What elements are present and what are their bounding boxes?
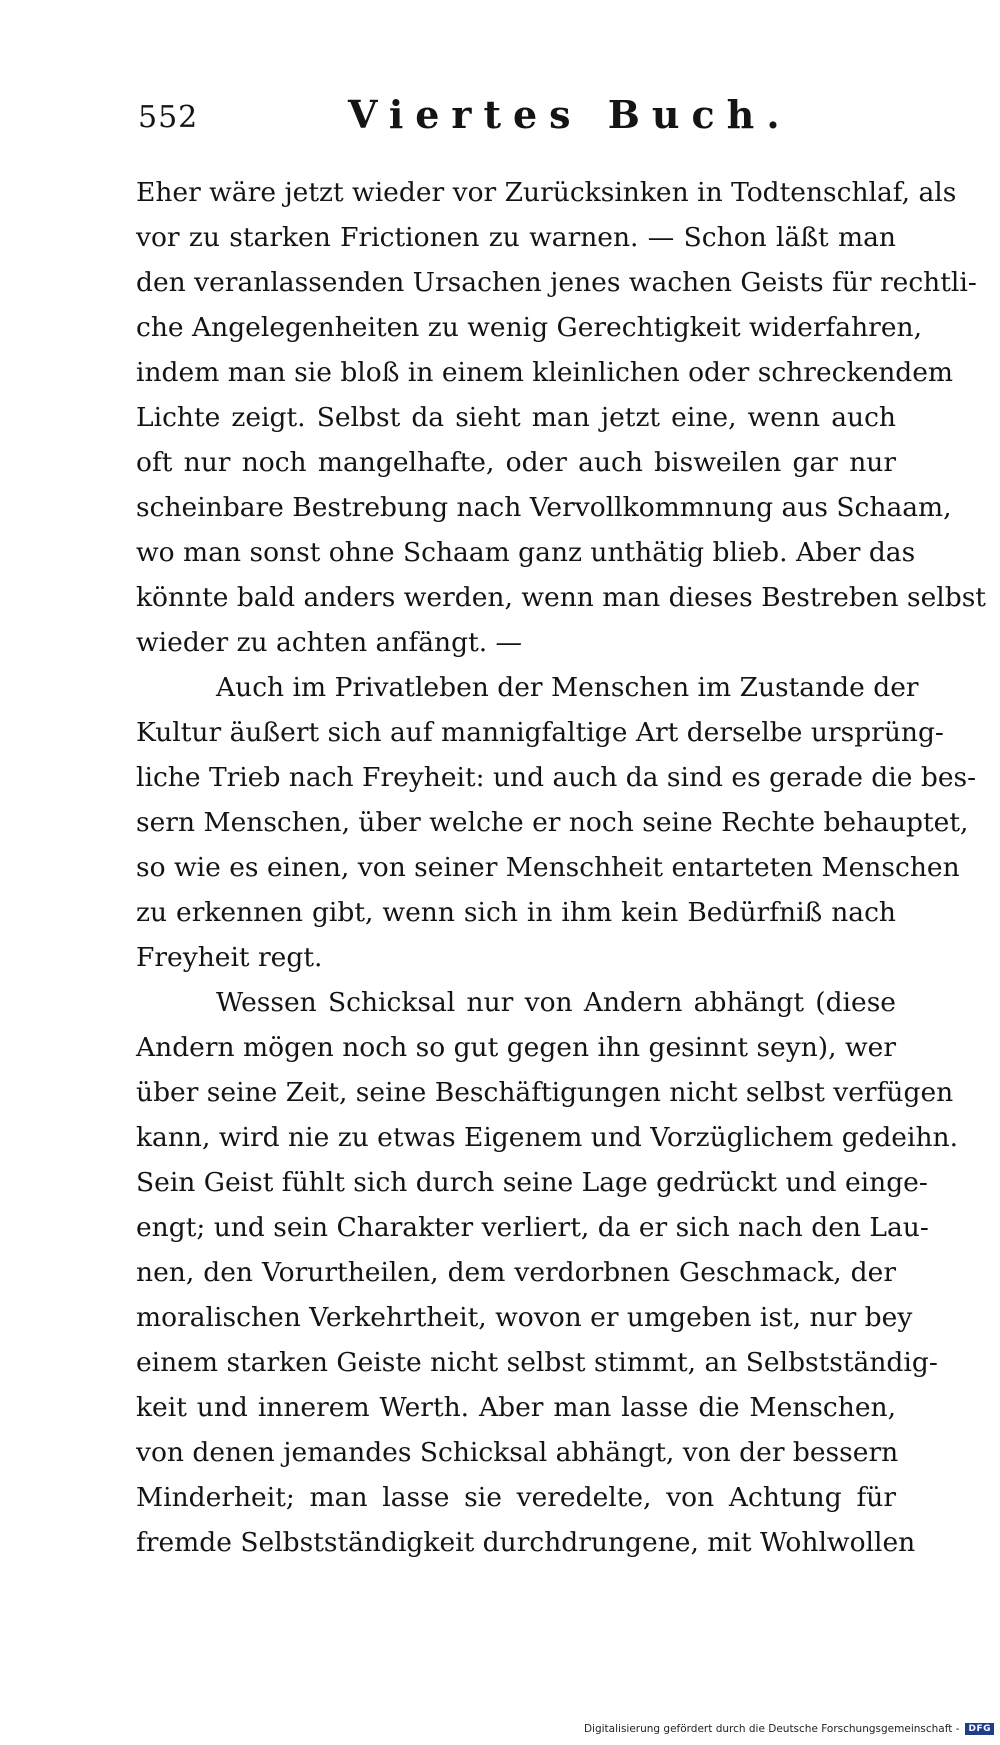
- text-line: über seine Zeit, seine Beschäftigungen nicht selbst verfügen: [136, 1077, 954, 1108]
- text-line: Andern mögen noch so gut gegen ihn gesinnt seyn), wer: [136, 1032, 896, 1063]
- text-line: scheinbare Bestrebung nach Vervollkommnung aus Schaam,: [136, 492, 952, 523]
- text-line: Sein Geist fühlt sich durch seine Lage gedrückt und einge-: [136, 1167, 928, 1198]
- text-line: Lichte zeigt. Selbst da sieht man jetzt eine, wenn auch: [136, 402, 896, 433]
- text-line: Freyheit regt.: [136, 942, 323, 973]
- page-number: 552: [138, 100, 199, 135]
- text-line: wieder zu achten anfängt. —: [136, 627, 523, 658]
- text-line: Kultur äußert sich auf mannigfaltige Art derselbe ursprüng-: [136, 717, 944, 748]
- text-line: einem starken Geiste nicht selbst stimmt, an Selbstständig-: [136, 1347, 938, 1378]
- paragraph-start-line: Auch im Privatleben der Menschen im Zustande der: [216, 672, 919, 703]
- text-line: oft nur noch mangelhafte, oder auch bisweilen gar nur: [136, 447, 896, 478]
- dfg-logo: DFG: [965, 1723, 994, 1735]
- text-line: keit und innerem Werth. Aber man lasse die Menschen,: [136, 1392, 896, 1423]
- text-line: che Angelegenheiten zu wenig Gerechtigkeit widerfahren,: [136, 312, 923, 343]
- text-line: könnte bald anders werden, wenn man dieses Bestreben selbst: [136, 582, 986, 613]
- text-line: Minderheit; man lasse sie veredelte, von Achtung für: [136, 1482, 896, 1513]
- text-line: fremde Selbstständigkeit durchdrungene, mit Wohlwollen: [136, 1527, 916, 1558]
- text-line: sern Menschen, über welche er noch seine Rechte behauptet,: [136, 807, 969, 838]
- digitization-credit: [584, 1723, 994, 1735]
- text-line: liche Trieb nach Freyheit: und auch da sind es gerade die bes-: [136, 762, 977, 793]
- text-line: von denen jemandes Schicksal abhängt, von der bessern: [136, 1437, 899, 1468]
- text-line: nen, den Vorurtheilen, dem verdorbnen Geschmack, der: [136, 1257, 896, 1288]
- text-line: wo man sonst ohne Schaam ganz unthätig blieb. Aber das: [136, 537, 916, 568]
- body-text: [136, 170, 986, 1565]
- page-header: [138, 92, 898, 152]
- credit-text: Digitalisierung gefördert durch die Deutsche Forschungsgemeinschaft -: [583, 1723, 960, 1735]
- running-title: Viertes Buch.: [348, 92, 792, 137]
- text-line: den veranlassenden Ursachen jenes wachen Geists für rechtli-: [136, 267, 977, 298]
- text-line: engt; und sein Charakter verliert, da er sich nach den Lau-: [136, 1212, 929, 1243]
- text-line: moralischen Verkehrtheit, wovon er umgeben ist, nur bey: [136, 1302, 913, 1333]
- text-line: so wie es einen, von seiner Menschheit entarteten Menschen: [136, 852, 960, 883]
- paragraph-start-line: Wessen Schicksal nur von Andern abhängt (diese: [216, 987, 896, 1018]
- text-line: zu erkennen gibt, wenn sich in ihm kein Bedürfniß nach: [136, 897, 896, 928]
- text-line: Eher wäre jetzt wieder vor Zurücksinken in Todtenschlaf, als: [136, 177, 957, 208]
- text-line: kann, wird nie zu etwas Eigenem und Vorzüglichem gedeihn.: [136, 1122, 959, 1153]
- text-line: vor zu starken Frictionen zu warnen. — Schon läßt man: [136, 222, 896, 253]
- text-line: indem man sie bloß in einem kleinlichen oder schreckendem: [136, 357, 954, 388]
